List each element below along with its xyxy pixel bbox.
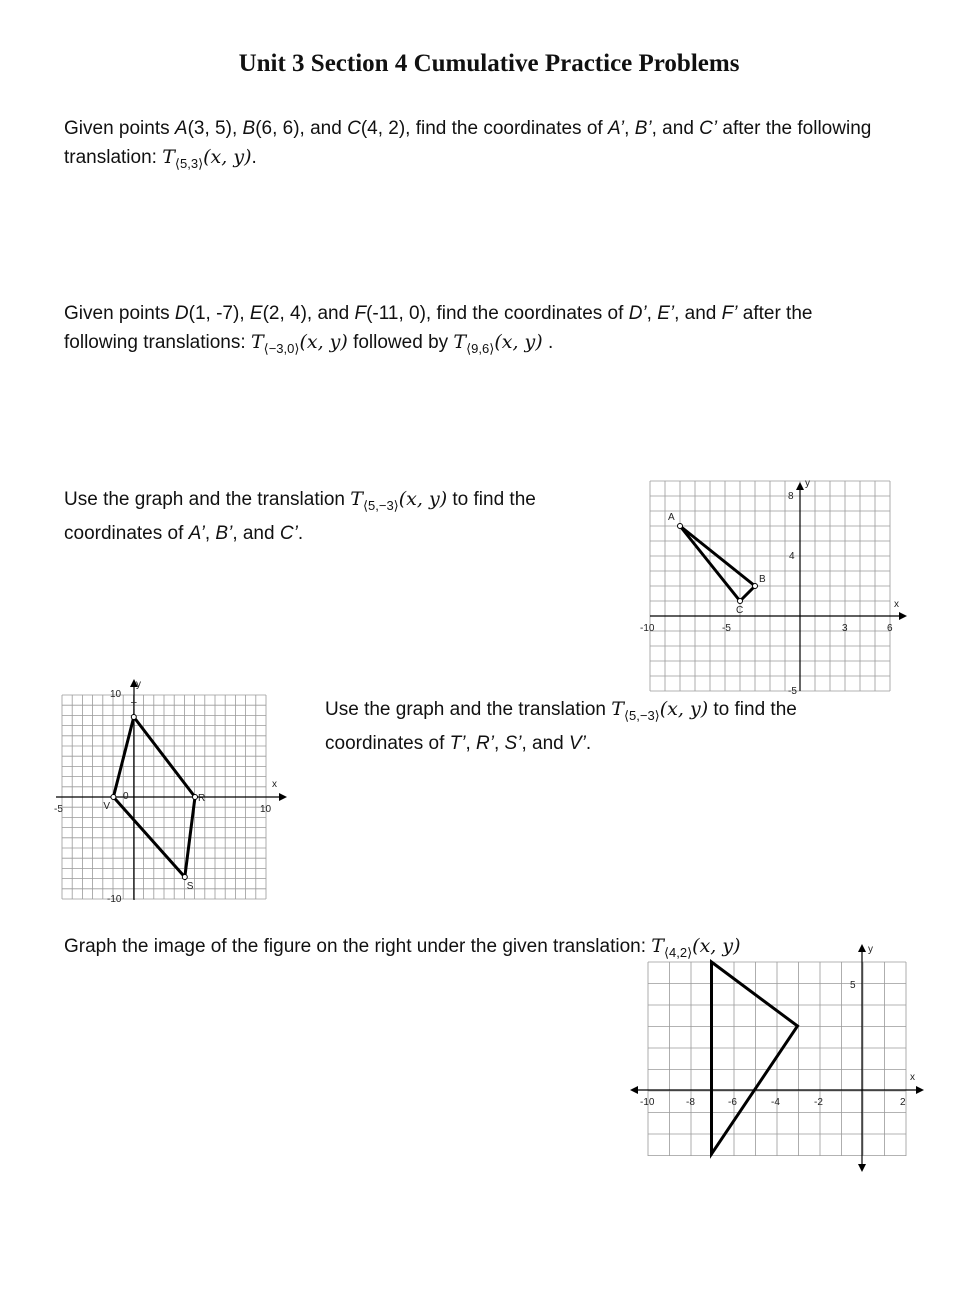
tick-label: 10: [110, 689, 122, 700]
tick-label: 5: [850, 980, 856, 991]
point-label-T: T: [130, 701, 137, 712]
y-axis-arrow-icon: [796, 482, 804, 490]
point-T: [131, 715, 136, 720]
problem-3: [64, 485, 624, 548]
problem-2-line-1: Given points D(1, -7), E(2, 4), and F(-11, 0), find the coordinates of D’, E’, and F’ after the: [64, 303, 813, 324]
tick-label: -4: [771, 1097, 780, 1108]
problem-3-line-1: Use the graph and the translation $T_{⟨5,-3⟩}(x$, y) to find the: [64, 488, 536, 513]
tick-label: 10: [260, 804, 272, 815]
tick-label: -6: [728, 1097, 737, 1108]
translation-formula-1: $T_{⟨-3,0⟩}(x$, y): [250, 331, 348, 356]
tick-label: -10: [640, 1097, 655, 1108]
graph-abc-grid: [650, 481, 890, 691]
point-R: [193, 795, 198, 800]
problem-4-line-1: Use the graph and the translation $T_{⟨5,-3⟩}(x$, y) to find the: [325, 698, 797, 723]
y-axis-up-arrow-icon: [858, 944, 866, 952]
y-axis-label: y: [136, 679, 141, 690]
problem-1-line-2: translation: $T_{⟨5,3⟩}(x$, y).: [64, 146, 257, 171]
tick-label: 0: [123, 791, 129, 802]
problem-4: [325, 695, 885, 758]
point-V: [111, 795, 116, 800]
graph-trsv: [52, 675, 292, 907]
tick-label: -10: [107, 894, 122, 905]
tick-label: -5: [788, 686, 797, 696]
translation-formula: $T_{⟨5,3⟩}(x$, y): [162, 146, 252, 171]
y-axis-label: y: [805, 478, 810, 489]
point-label-R: R: [198, 793, 206, 804]
x-axis-arrow-icon: [899, 612, 907, 620]
x-axis-label: x: [894, 599, 899, 610]
point-C: [738, 599, 743, 604]
problem-1-line-1: Given points A(3, 5), B(6, 6), and C(4, 2), find the coordinates of A’, B’, and C’ after the following: [64, 118, 872, 139]
y-axis-down-arrow-icon: [858, 1164, 866, 1172]
translation-formula: $T_{⟨5,-3⟩}(x$, y): [611, 698, 709, 723]
triangle-abc: [680, 526, 755, 601]
translation-formula: $T_{⟨5,-3⟩}(x$, y): [350, 488, 448, 513]
page-title: Unit 3 Section 4 Cumulative Practice Problems: [238, 50, 740, 77]
y-axis-label: y: [868, 944, 873, 955]
tick-label: -2: [814, 1097, 823, 1108]
graph-translation: [628, 940, 928, 1178]
translation-formula-2: $T_{⟨9,6⟩}(x$, y): [453, 331, 543, 356]
problem-1: [64, 115, 924, 178]
problem-5: Graph the image of the figure on the right under the given translation: $T_{⟨4,2⟩}(x$, y): [64, 935, 741, 960]
graph-abc: [640, 476, 920, 696]
point-label-A: A: [668, 512, 675, 523]
tick-label: 4: [789, 551, 795, 562]
tick-label: 8: [788, 491, 794, 502]
point-label-C: C: [736, 605, 744, 616]
point-label-S: S: [186, 881, 194, 892]
point-label-V: V: [103, 801, 111, 812]
x-axis-left-arrow-icon: [630, 1086, 638, 1094]
triangle-figure: [712, 962, 798, 1154]
x-axis-label: x: [272, 779, 277, 790]
point-B: [753, 584, 758, 589]
tick-label: -5: [722, 623, 731, 634]
problem-4-line-2: coordinates of T’, R’, S’, and V’.: [325, 732, 592, 754]
point-S: [182, 875, 187, 880]
point-A: [678, 524, 683, 529]
problem-2: [64, 300, 924, 363]
x-axis-right-arrow-icon: [916, 1086, 924, 1094]
translation-formula: $T_{⟨4,2⟩}(x$, y): [651, 935, 741, 960]
tick-label: -5: [54, 804, 63, 815]
problem-3-line-2: coordinates of A’, B’, and C’.: [64, 522, 304, 544]
problem-2-line-2: following translations: $T_{⟨-3,0⟩}(x$, y) followed by $T_{⟨9,6⟩}(x$, y) .: [64, 331, 554, 356]
x-axis-arrow-icon: [279, 793, 287, 801]
tick-label: -8: [686, 1097, 695, 1108]
point-label-B: B: [759, 574, 766, 585]
x-axis-label: x: [910, 1072, 915, 1083]
tick-label: 2: [900, 1097, 906, 1108]
tick-label: 6: [887, 623, 893, 634]
tick-label: 3: [842, 623, 848, 634]
tick-label: -10: [640, 623, 655, 634]
